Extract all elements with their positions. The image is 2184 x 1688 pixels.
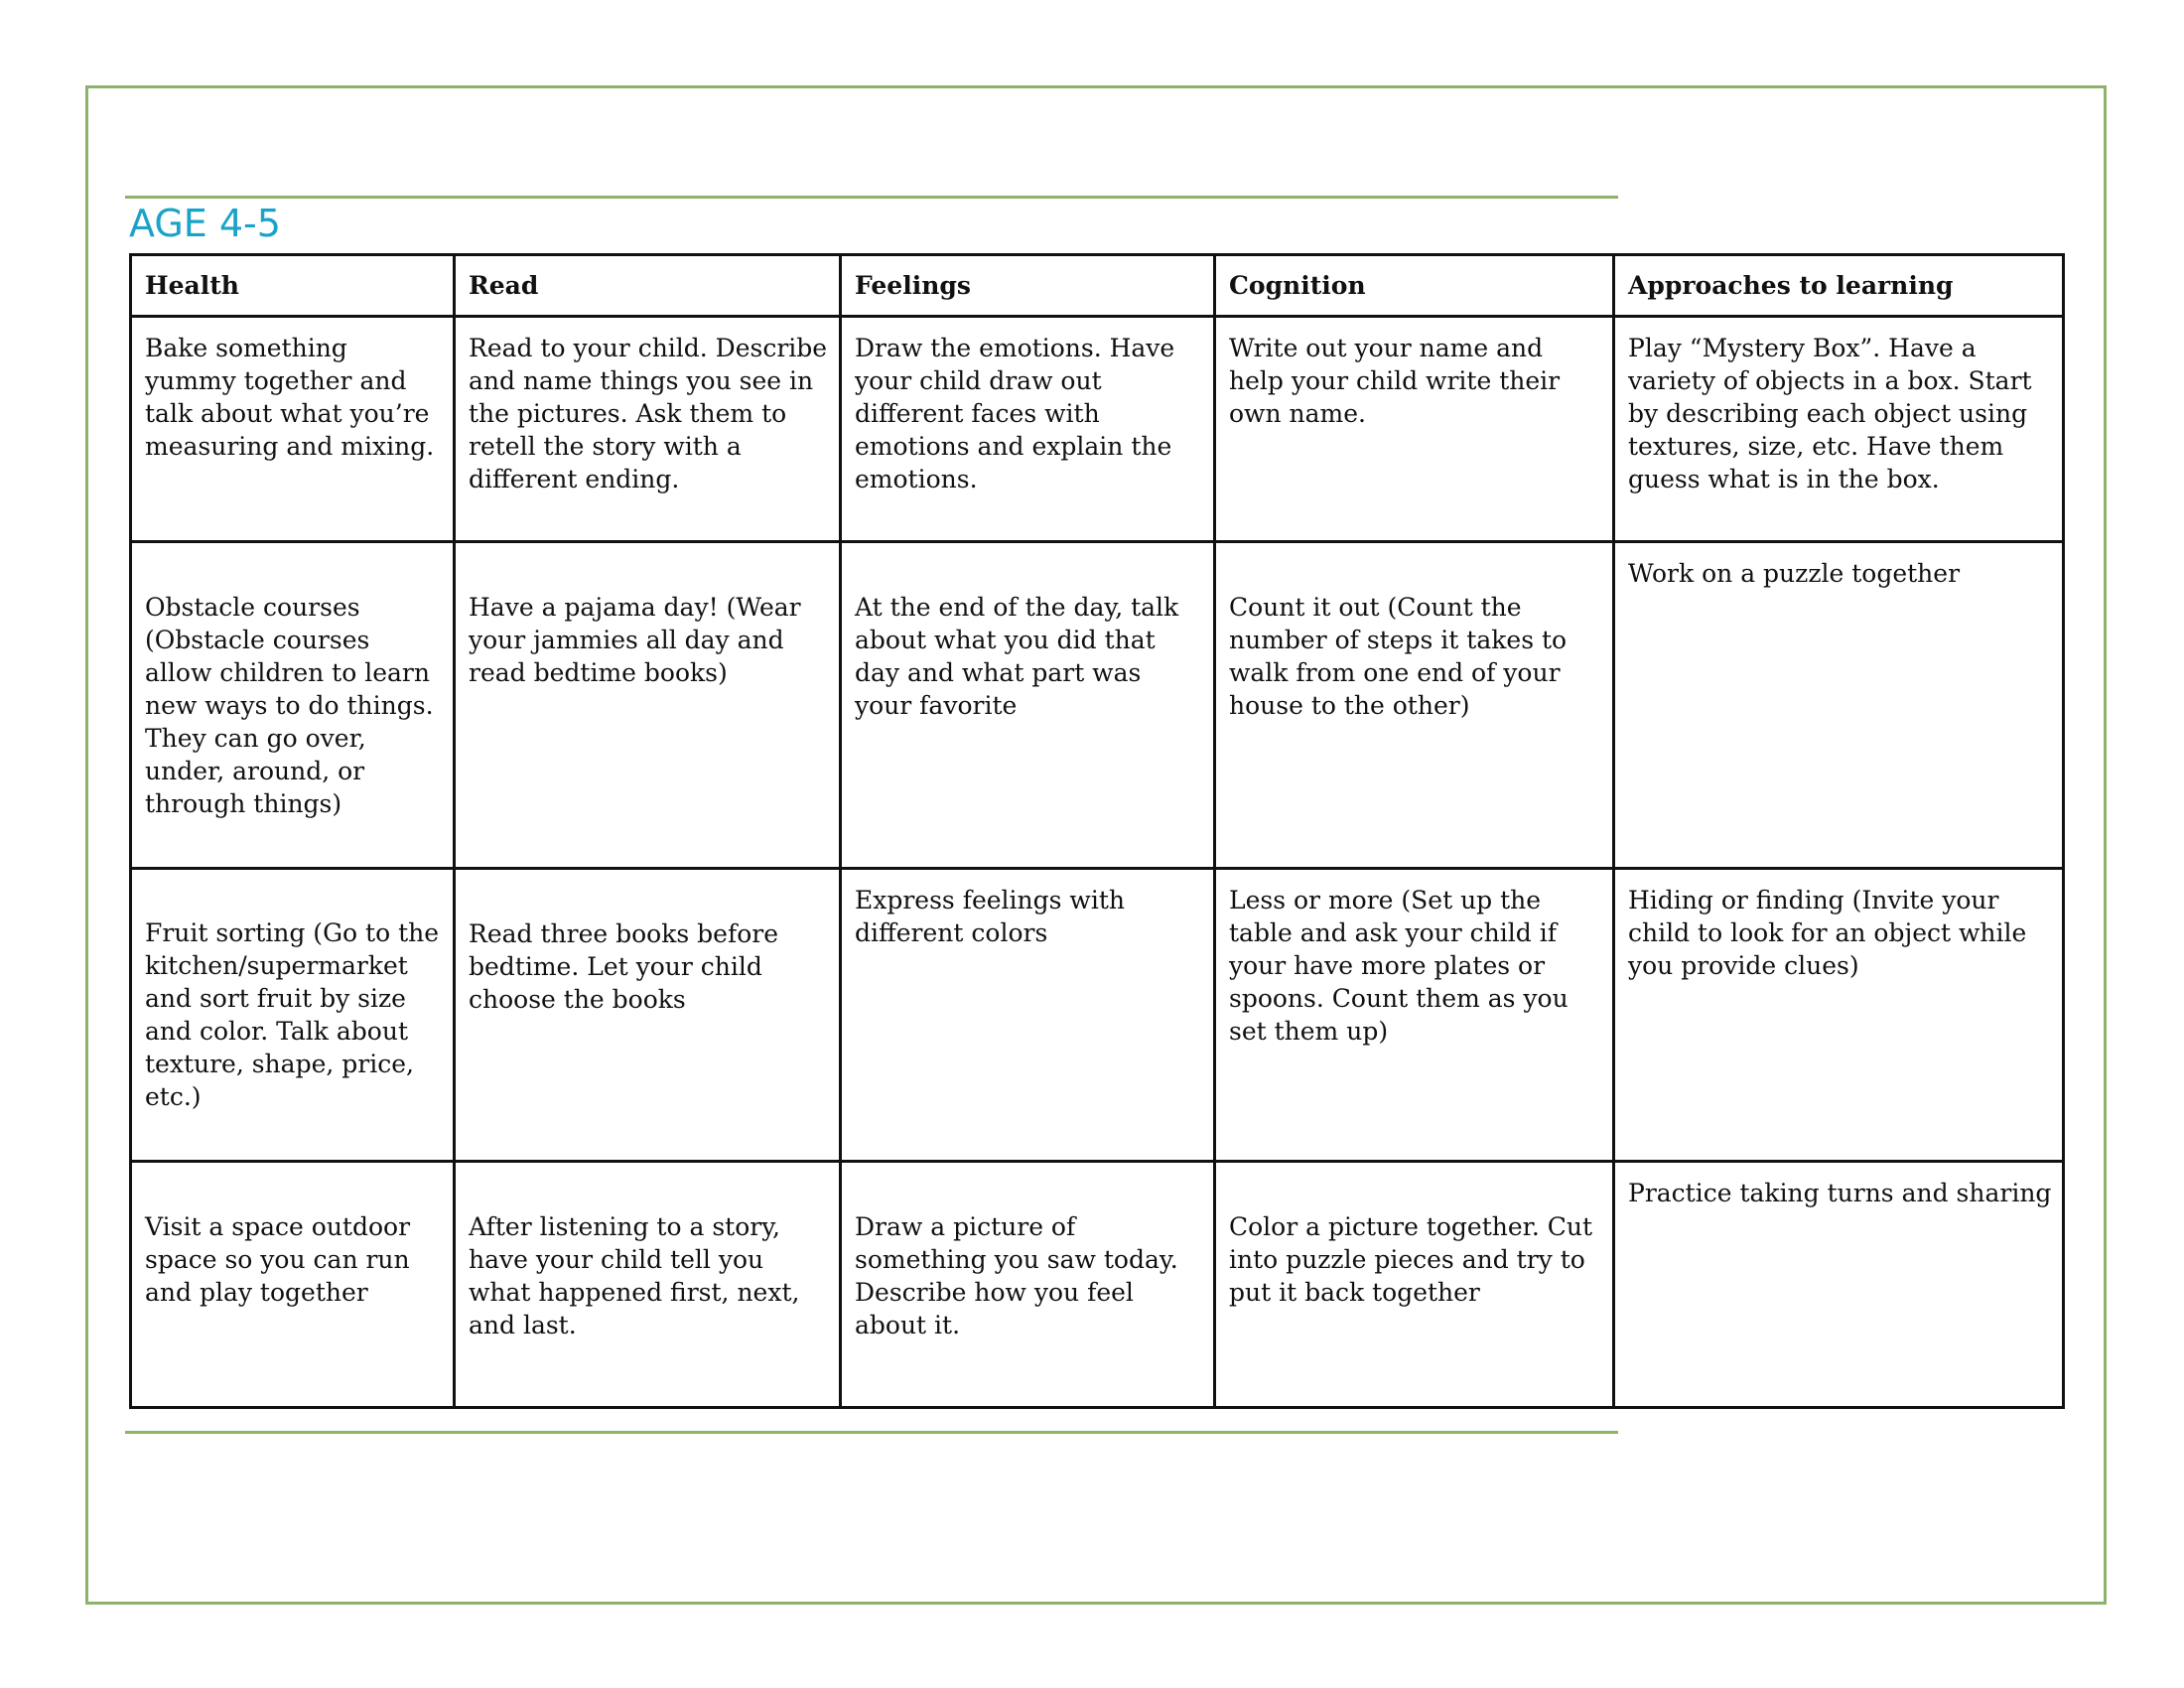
table-cell <box>131 542 455 869</box>
table-row <box>131 317 2064 542</box>
table-cell <box>455 1162 841 1408</box>
table-row <box>131 542 2064 869</box>
table-cell <box>1614 317 2064 542</box>
cell-text: At the end of the day, talk about what you did that day and what part was your favorite <box>855 593 1179 720</box>
cell-text: Express feelings with different colors <box>855 886 1125 947</box>
cell-text: Obstacle courses (Obstacle courses allow children to learn new ways to do things. They can go over, under, around, or through things) <box>145 592 434 818</box>
table-cell <box>1614 542 2064 869</box>
cell-text: Have a pajama day! (Wear your jammies all day and read bedtime books) <box>469 593 801 687</box>
table-row <box>131 869 2064 1162</box>
cell-text: Color a picture together. Cut into puzzle pieces and try to put it back together <box>1229 1212 1593 1307</box>
table-cell <box>131 317 455 542</box>
table-cell <box>841 1162 1215 1408</box>
activity-table <box>129 253 2065 1409</box>
header-approaches-to-learning: Approaches to learning <box>1614 255 2064 317</box>
header-read: Read <box>455 255 841 317</box>
cell-text: Read three books before bedtime. Let your child choose the books <box>469 919 778 1014</box>
table-row <box>131 1162 2064 1408</box>
table-cell <box>1215 869 1614 1162</box>
table-cell <box>841 317 1215 542</box>
table-cell <box>455 869 841 1162</box>
header-row <box>131 255 2064 317</box>
cell-text: Read to your child. Describe and name things you see in the pictures. Ask them to retell the story with a different ending. <box>469 334 828 493</box>
table-cell <box>1215 1162 1614 1408</box>
table-cell <box>1614 869 2064 1162</box>
header-cognition: Cognition <box>1215 255 1614 317</box>
cell-text: After listening to a story, have your child tell you what happened first, next, and last. <box>469 1212 800 1339</box>
cell-text: Count it out (Count the number of steps it takes to walk from one end of your house to the other) <box>1229 593 1568 720</box>
table-cell <box>841 869 1215 1162</box>
cell-text: Play “Mystery Box”. Have a variety of objects in a box. Start by describing each object using textures, size, etc. Have them guess what is in the box. <box>1628 334 2032 493</box>
cell-text: Work on a puzzle together <box>1628 559 1961 588</box>
table-cell <box>1215 542 1614 869</box>
table-cell <box>131 1162 455 1408</box>
cell-text: Draw the emotions. Have your child draw out different faces with emotions and explain the emotions. <box>855 334 1175 493</box>
table-cell <box>1614 1162 2064 1408</box>
cell-text: Practice taking turns and sharing <box>1628 1179 2052 1207</box>
top-divider <box>125 196 1618 199</box>
cell-text: Hiding or finding (Invite your child to look for an object while you provide clues) <box>1628 886 2027 980</box>
cell-text: Visit a space outdoor space so you can run and play together <box>145 1212 411 1307</box>
header-health: Health <box>131 255 455 317</box>
cell-text: Bake something yummy together and talk about what you’re measuring and mixing. <box>145 334 435 461</box>
page-title: AGE 4-5 <box>129 202 281 245</box>
table-cell <box>841 542 1215 869</box>
table-cell <box>455 317 841 542</box>
bottom-divider <box>125 1431 1618 1434</box>
cell-text: Write out your name and help your child write their own name. <box>1229 334 1561 428</box>
cell-text: Less or more (Set up the table and ask your child if your have more plates or spoons. Count them as you set them up) <box>1229 886 1569 1046</box>
cell-text: Draw a picture of something you saw today. Describe how you feel about it. <box>855 1212 1178 1339</box>
table-cell <box>455 542 841 869</box>
table-cell <box>1215 317 1614 542</box>
cell-text: Fruit sorting (Go to the kitchen/supermarket and sort fruit by size and color. Talk about texture, shape, price, etc.) <box>145 918 440 1111</box>
header-feelings: Feelings <box>841 255 1215 317</box>
table-cell <box>131 869 455 1162</box>
